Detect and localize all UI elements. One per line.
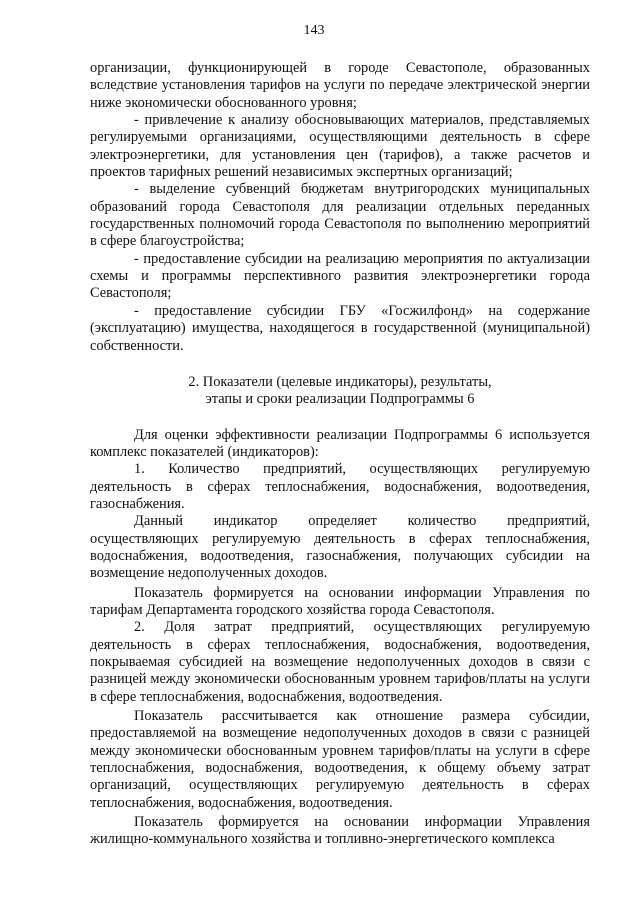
paragraph-intro: Для оценки эффективности реализации Подпрограммы 6 используется комплекс показателей (индикаторов): [90,426,590,460]
document-body [90,60,590,849]
paragraph-indicator-2: 2. Доля затрат предприятий, осуществляющих регулируемую деятельность в сферах теплоснабжения, водоснабжения, водоотведения, покрываемая субсидией на возмещение недополученных доходов в связи с разницей между экономически обоснованным уровнем тарифов/платы на услуги в сфере теплоснабжения, водоснабжения, водоотведения. [90,619,590,705]
section-heading [90,374,590,409]
paragraph-indicator-2-calculation: Показатель рассчитывается как отношение размера субсидии, предоставляемой на возмещение недополученных доходов в связи с разницей между экономически обоснованным уровнем тарифов/платы на услуги в сфере теплоснабжения, водоснабжения, водоотведения, к общему объему затрат организаций, осуществляющих регулируемую деятельность в сферах теплоснабжения, водоснабжения, водоотведения. [90,708,590,811]
paragraph-indicator-1-source: Показатель формируется на основании информации Управления по тарифам Департамента городского хозяйства города Севастополя. [90,584,590,618]
section-heading-line-2: этапы и сроки реализации Подпрограммы 6 [205,391,475,408]
bullet-item-gosjilfond-subsidy: - предоставление субсидии ГБУ «Госжилфонд» на содержание (эксплуатацию) имущества, находящегося в государственной (муниципальной) собственности. [90,302,590,354]
bullet-item-subventions: - выделение субвенций бюджетам внутригородских муниципальных образований города Севастополя для реализации отдельных переданных государственных полномочий города Севастополя по выполнению мероприятий в сфере благоустройства; [90,181,590,250]
paragraph-indicator-1-description: Данный индикатор определяет количество предприятий, осуществляющих регулируемую деятельность в сферах теплоснабжения, водоснабжения, водоотведения, газоснабжения, получающих субсидии на возмещение недополученных доходов. [90,513,590,582]
page-number: 143 [303,23,325,38]
paragraph-indicator-1: 1. Количество предприятий, осуществляющих регулируемую деятельность в сферах теплоснабжения, водоснабжения, водоотведения, газоснабжения. [90,461,590,512]
paragraph-indicator-2-source: Показатель формируется на основании информации Управления жилищно-коммунального хозяйства и топливно-энергетического комплекса [90,814,590,848]
section-heading-line-1: 2. Показатели (целевые индикаторы), результаты, [188,373,492,390]
bullet-continuation: организации, функционирующей в городе Севастополе, образованных вследствие установления тарифов на услуги по передаче электрической энергии ниже экономически обоснованного уровня; [90,60,590,111]
bullet-item-scheme-subsidy: - предоставление субсидии на реализацию мероприятия по актуализации схемы и программы перспективного развития электроэнергетики города Севастополя; [90,250,590,302]
bullet-item-expert-analysis: - привлечение к анализу обосновывающих материалов, представляемых регулируемыми организациями, осуществляющими деятельность в сфере электроэнергетики, для установления цен (тарифов), а также расчетов и проектов тарифных решений независимых экспертных организаций; [90,112,590,181]
